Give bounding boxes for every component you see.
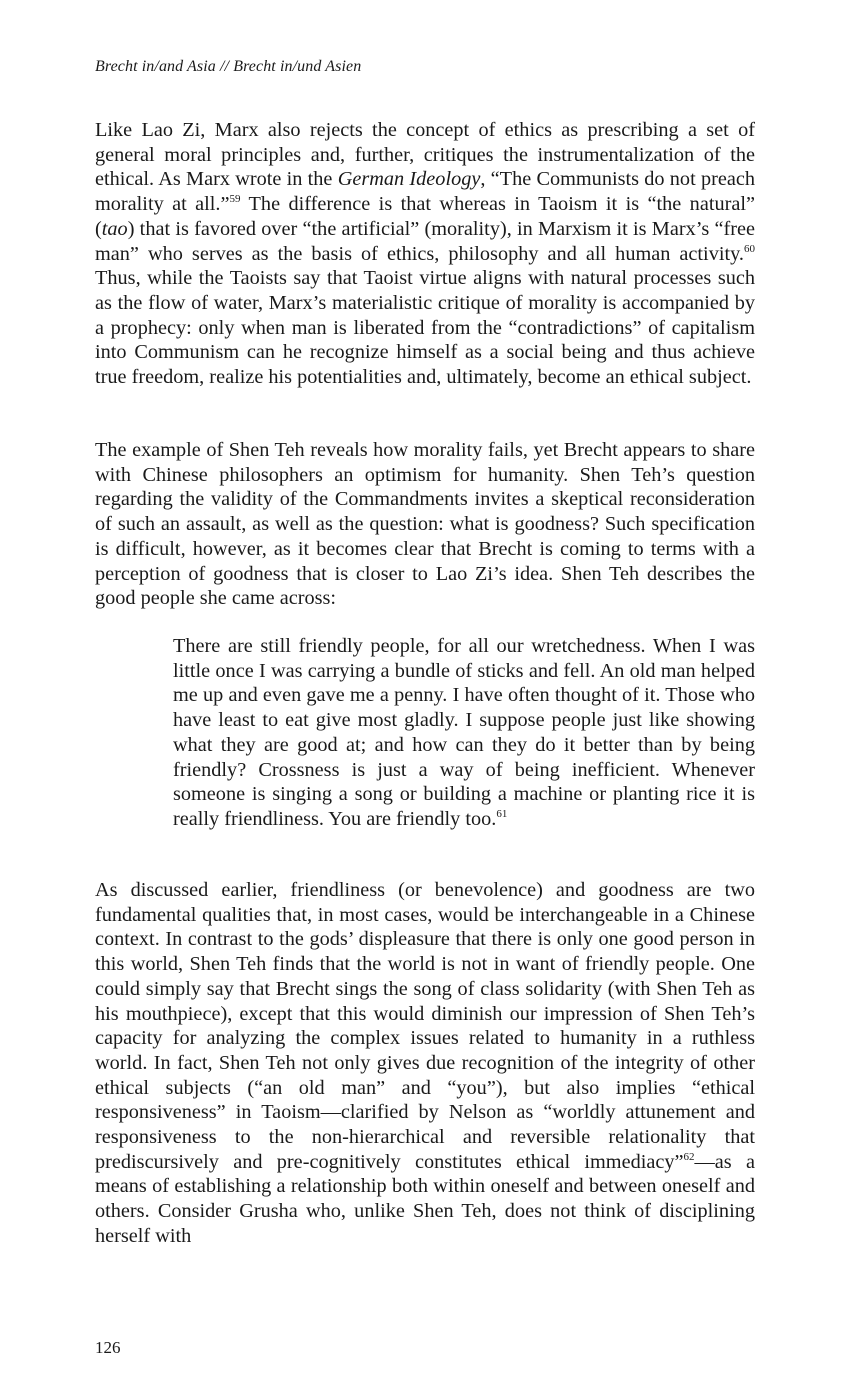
footnote-ref-59: 59	[229, 193, 241, 206]
p3-text-1: As discussed earlier, friendliness (or benevolence) and goodness are two fundamental qualities that, in most cases, would be interchangeable in a Chinese context. In contrast to the gods’ displeasure that there is only one good person in this world, Shen Teh finds that the world is not in want of friendly people. One could simply say that Brecht sings the song of class solidarity (with Shen Teh as his mouthpiece), except that this would diminish our impression of Shen Teh’s capacity for analyzing the complex issues related to humanity in a ruthless world. In fact, Shen Teh not only gives due recognition of the integrity of other ethical subjects (“an old man” and “you”), but also implies “ethical responsiveness” in Taoism—clarified by Nelson as “worldly attunement and responsiveness to the non-hierarchical and reversible relationality that prediscursively and pre-cognitively constitutes ethical immediacy”	[95, 879, 755, 1173]
running-head: Brecht in/and Asia // Brecht in/und Asien	[95, 58, 362, 75]
term-tao: tao	[101, 217, 128, 240]
p1-text-4: ) that is favored over “the artificial” (morality), in Marxism it is Marx’s “free man” who serves as the basis of ethics, philosophy and all human activity.	[95, 217, 755, 265]
title-german-ideology: German Ideology	[337, 168, 481, 191]
paragraph-marx-ethics	[95, 118, 755, 390]
page-number: 126	[95, 1338, 121, 1357]
p1-text-2: , “The Communists do not preach morality at all.”	[95, 168, 755, 216]
p1-text-5: Thus, while the Taoists say that Taoist virtue aligns with natural processes such as the flow of water, Marx’s materialistic critique of morality is accompanied by a prophecy: only when man is liberated from the “contradictions” of capitalism into Communism can he recognize himself as a social being and thus achieve true freedom, realize his potentialities and, ultimately, become an ethical subject.	[95, 267, 755, 389]
paragraph-shen-teh: The example of Shen Teh reveals how morality fails, yet Brecht appears to share with Chinese philosophers an optimism for humanity. Shen Teh’s question regarding the validity of the Commandments invites a skeptical reconsideration of such an assault, as well as the question: what is goodness? Such specification is difficult, however, as it becomes clear that Brecht is coming to terms with a perception of goodness that is closer to Lao Zi’s idea. Shen Teh describes the good people she came across:	[95, 439, 755, 610]
p1-text-3: The difference is that whereas in Taoism it is “the natural” (	[95, 193, 755, 240]
paragraph-friendliness	[95, 878, 755, 1249]
block-quote-text: There are still friendly people, for all our wretchedness. When I was little once I was carrying a bundle of sticks and fell. An old man helped me up and even gave me a penny. I have often thought of it. Those who have least to eat give most gladly. I suppose people just like showing what they are good at; and how can they do it better than by being friendly? Crossness is just a way of being inefficient. Whenever someone is singing a song or building a machine or planting rice it is really friendliness. You are friendly too.	[173, 635, 755, 830]
footnote-ref-60: 60	[744, 242, 755, 255]
footnote-ref-62: 62	[683, 1150, 695, 1163]
footnote-ref-61: 61	[496, 808, 508, 821]
p3-text-2: —as a means of establishing a relationship both within oneself and between oneself and others. Consider Grusha who, unlike Shen Teh, does not think of disciplining herself with	[95, 1150, 755, 1247]
p1-text-1: Like Lao Zi, Marx also rejects the concept of ethics as prescribing a set of general moral principles and, further, critiques the instrumentalization of the ethical. As Marx wrote in the	[95, 119, 755, 191]
block-quote	[173, 634, 755, 832]
